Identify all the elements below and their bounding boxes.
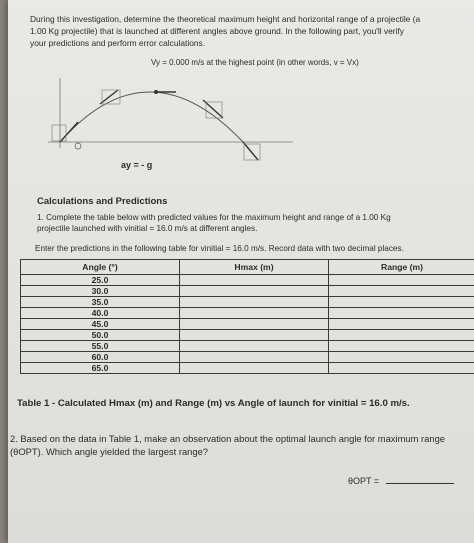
table-row [21,352,474,363]
angle-cell: 60.0 [21,352,180,363]
worksheet-page [8,0,474,543]
table-row [21,341,474,352]
angle-cell: 40.0 [21,308,180,319]
section-heading: Calculations and Predictions [37,196,168,207]
predictions-table [20,259,474,374]
header-angle: Angle (°) [21,260,180,275]
table-row [21,319,474,330]
hmax-cell[interactable] [180,275,329,286]
angle-cell: 50.0 [21,330,180,341]
intro-line-3: your predictions and perform error calculations. [30,38,206,48]
hmax-cell[interactable] [180,363,329,374]
range-cell[interactable] [329,319,474,330]
angle-cell: 35.0 [21,297,180,308]
angle-cell: 25.0 [21,275,180,286]
question-1-line-1: 1. Complete the table below with predicted values for the maximum height and range of a 1.00 Kg [37,213,391,222]
range-cell[interactable] [329,308,474,319]
theta-opt-answer [348,476,454,486]
header-hmax: Hmax (m) [180,260,329,275]
question-1-line-2: projectile launched with vinitial = 16.0 m/s at different angles. [37,223,258,233]
hmax-cell[interactable] [180,341,329,352]
instructions-line: Enter the predictions in the following table for vinitial = 16.0 m/s. Record data with two decimal places. [35,244,404,253]
intro-line-2: 1.00 Kg projectile) that is launched at different angles above ground. In the following part, you'll verify [30,26,404,36]
question-1 [37,213,447,234]
hmax-cell[interactable] [180,297,329,308]
header-range: Range (m) [329,260,474,275]
hmax-cell[interactable] [180,330,329,341]
angle-cell: 65.0 [21,363,180,374]
hmax-cell[interactable] [180,352,329,363]
vy-note: Vy = 0.000 m/s at the highest point (in other words, v = Vx) [151,58,359,67]
theta-opt-label: θOPT = [348,476,380,486]
angle-cell: 30.0 [21,286,180,297]
range-cell[interactable] [329,275,474,286]
projectile-diagram [38,70,308,165]
table-row [21,330,474,341]
range-cell[interactable] [329,330,474,341]
hmax-cell[interactable] [180,319,329,330]
angle-cell: 55.0 [21,341,180,352]
range-cell[interactable] [329,363,474,374]
table-caption: Table 1 - Calculated Hmax (m) and Range (m) vs Angle of launch for vinitial = 16.0 m/s. [17,398,410,409]
table-header-row [21,260,474,275]
hmax-cell[interactable] [180,286,329,297]
angle-cell: 45.0 [21,319,180,330]
landing-velocity-arrow [243,142,258,160]
table-row [21,275,474,286]
table-row [21,286,474,297]
acceleration-label: ay = - g [121,160,153,170]
intro-paragraph [30,13,474,49]
range-cell[interactable] [329,297,474,308]
range-cell[interactable] [329,352,474,363]
question-2 [10,433,474,458]
question-2-line-2: (θOPT). Which angle yielded the largest range? [10,445,209,457]
table-row [21,297,474,308]
launch-angle-marker [75,143,81,149]
table-row [21,308,474,319]
hmax-cell[interactable] [180,308,329,319]
trajectory-curve [60,92,243,142]
theta-opt-blank[interactable] [386,483,454,484]
intro-line-1: During this investigation, determine the theoretical maximum height and horizontal range of a projectile (a [30,14,421,24]
range-cell[interactable] [329,286,474,297]
range-cell[interactable] [329,341,474,352]
question-2-line-1: 2. Based on the data in Table 1, make an observation about the optimal launch angle for maximum range [10,433,445,444]
table-row [21,363,474,374]
